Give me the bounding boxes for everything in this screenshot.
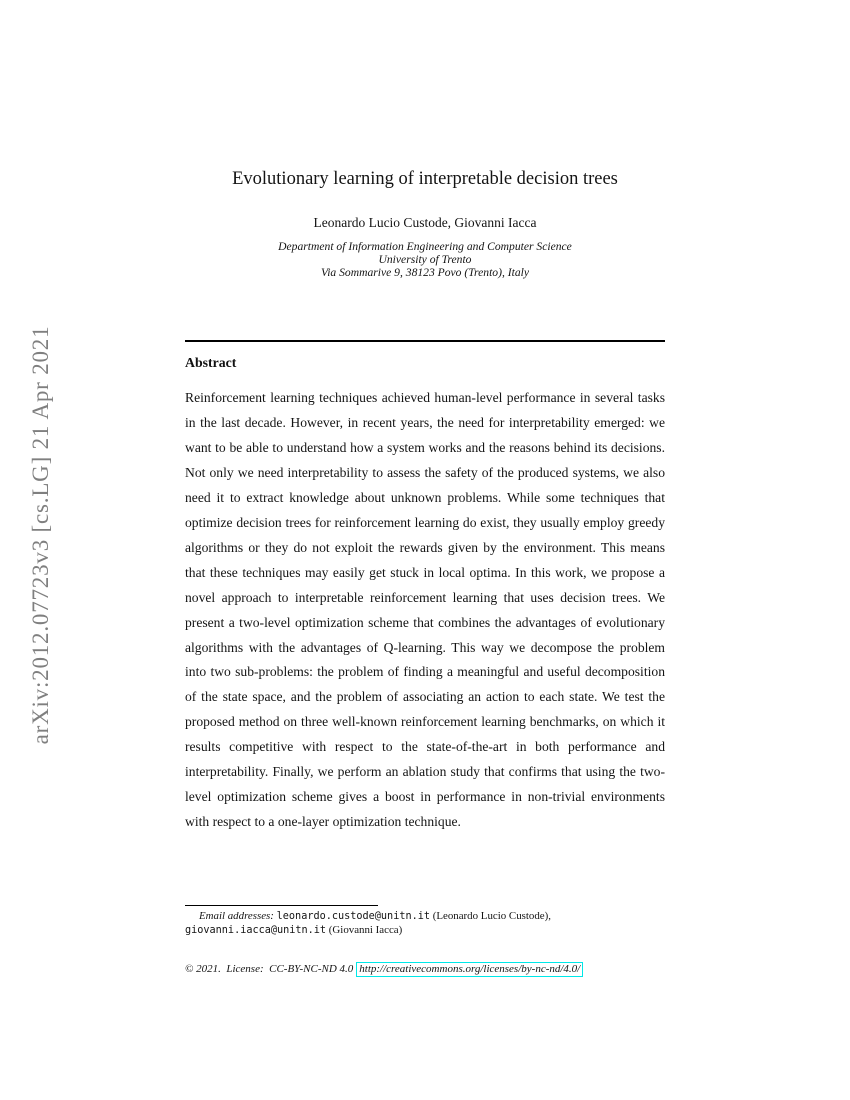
footnote-name-iacca: (Giovanni Iacca)	[326, 923, 403, 936]
abstract-top-rule	[185, 340, 665, 342]
footnote-name-custode: (Leonardo Lucio Custode),	[430, 910, 551, 922]
license-line	[185, 962, 665, 977]
footnote-label: Email addresses:	[199, 910, 274, 922]
license-text: © 2021. License: CC-BY-NC-ND 4.0	[185, 963, 354, 975]
license-link[interactable]: http://creativecommons.org/licenses/by-nc-nd/4.0/	[356, 962, 583, 977]
paper-affiliation	[185, 240, 665, 280]
arxiv-watermark: arXiv:2012.07723v3 [cs.LG] 21 Apr 2021	[28, 325, 53, 745]
paper-content	[185, 0, 665, 1100]
email-custode: leonardo.custode@unitn.it	[276, 911, 430, 922]
affiliation-line-address: Via Sommarive 9, 38123 Povo (Trento), Italy	[320, 266, 529, 280]
abstract-heading: Abstract	[185, 355, 237, 370]
abstract-text: Reinforcement learning techniques achieved human-level performance in several tasks in the last decade. However, in recent years, the need for interpretability emerged: we want to be able to understand how a system works and the reasons behind its decisions. Not only we need interpretability to assess the safety of the produced systems, we also need it to extract knowledge about unknown problems. While some techniques that optimize decision trees for reinforcement learning do exist, they usually employ greedy algorithms or they do not exploit the rewards given by the environment. This means that these techniques may easily get stuck in local optima. In this work, we propose a novel approach to interpretable reinforcement learning that uses decision trees. We present a two-level optimization scheme that combines the advantages of evolutionary algorithms with the advantages of Q-learning. This way we decompose the problem into two sub-problems: the problem of finding a meaningful and useful decomposition of the state space, and the problem of associating an action to each state. We test the proposed method on three well-known reinforcement learning benchmarks, on which it results competitive with respect to the state-of-the-art in both performance and interpretability. Finally, we perform an ablation study that confirms that using the two-level optimization scheme gives a boost in performance in non-trivial environments with respect to a one-layer optimization technique.	[185, 390, 665, 830]
affiliation-line-department: Department of Information Engineering and Computer Science	[278, 240, 572, 253]
affiliation-line-university: University of Trento	[378, 253, 472, 267]
paper-title: Evolutionary learning of interpretable decision trees	[232, 169, 618, 189]
email-iacca: giovanni.iacca@unitn.it	[185, 924, 327, 936]
footnote-rule	[185, 905, 378, 906]
paper-authors: Leonardo Lucio Custode, Giovanni Iacca	[313, 215, 537, 230]
footnote	[185, 910, 665, 937]
